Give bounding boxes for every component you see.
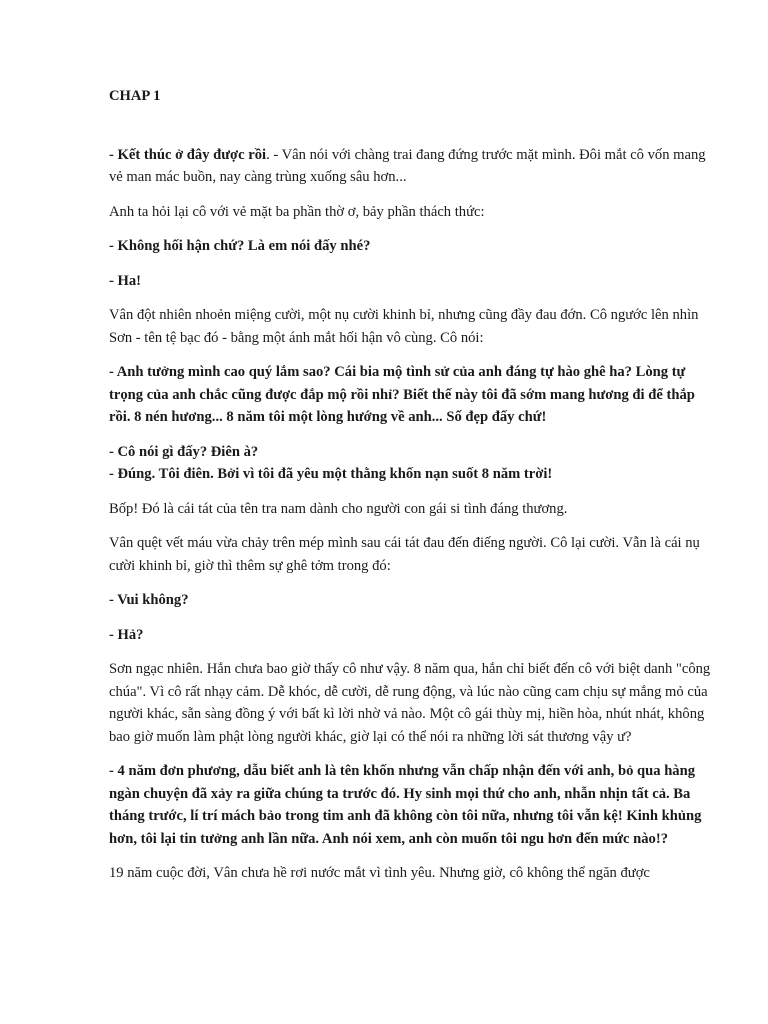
paragraph-10: Vân quệt vết máu vừa chảy trên mép mình sau cái tát đau đến điếng người. Cô lại cười. Vẫn là cái nụ cười khinh bỉ, giờ thì thêm sự ghê tởm trong đó: bbox=[109, 535, 700, 574]
dialogue-6: - Anh tưởng mình cao quý lắm sao? Cái bia mộ tình sử của anh đáng tự hào ghê ha? Lòng tự trọng của anh chắc cũng được đắp mộ rồi nhỉ? Biết thế này tôi đã sớm mang hương đi để thắp rồi. 8 nén hương... 8 năm tôi một lòng hướng về anh... Số đẹp đấy chứ! bbox=[109, 364, 695, 425]
dialogue-lead-bold: - Kết thúc ở đây được rồi bbox=[109, 146, 267, 163]
dialogue-3: - Không hối hận chứ? Là em nói đấy nhé? bbox=[109, 238, 371, 254]
paragraph-1-narration: . - Vân nói với chàng trai đang đứng trước mặt mình. Đôi mắt cô vốn mang vẻ man mác buồn, nay càng trùng xuống sâu hơn... bbox=[109, 146, 706, 185]
dialogue-8: - Đúng. Tôi điên. Bởi vì tôi đã yêu một thằng khốn nạn suốt 8 năm trời! bbox=[109, 466, 553, 482]
paragraph-5: Vân đột nhiên nhoẻn miệng cười, một nụ cười khinh bỉ, nhưng cũng đầy đau đớn. Cô ngước lên nhìn Sơn - tên tệ bạc đó - bằng một ánh mắt hối hận vô cùng. Cô nói: bbox=[109, 307, 699, 346]
paragraph-9: Bốp! Đó là cái tát của tên tra nam dành cho người con gái si tình đáng thương. bbox=[109, 500, 568, 517]
dialogue-12: - Hả? bbox=[109, 626, 144, 643]
chapter-title: CHAP 1 bbox=[109, 88, 161, 104]
paragraph-2: Anh ta hỏi lại cô với vẻ mặt ba phần thờ ơ, bảy phần thách thức: bbox=[109, 203, 485, 220]
dialogue-14: - 4 năm đơn phương, dẫu biết anh là tên khốn nhưng vẫn chấp nhận đến với anh, bỏ qua hàng ngàn chuyện đã xảy ra giữa chúng ta trước đó. Hy sinh mọi thứ cho anh, nhẫn nhịn tất cả. Ba tháng trước, lí trí mách bảo trong tim anh đã không còn tôi nữa, nhưng tôi vẫn kệ! Kinh khủng hơn, tôi lại tin tưởng anh lần nữa. Anh nói xem, anh còn muốn tôi ngu hơn đến mức nào!? bbox=[109, 763, 702, 847]
paragraph-15: 19 năm cuộc đời, Vân chưa hề rơi nước mắt vì tình yêu. Nhưng giờ, cô không thể ngăn được bbox=[109, 865, 650, 881]
dialogue-7: - Cô nói gì đấy? Điên à? bbox=[109, 443, 259, 460]
document-page bbox=[109, 85, 714, 897]
dialogue-4: - Ha! bbox=[109, 272, 142, 289]
paragraph-1 bbox=[109, 144, 714, 189]
paragraph-13: Sơn ngạc nhiên. Hắn chưa bao giờ thấy cô như vậy. 8 năm qua, hắn chỉ biết đến cô với biệt danh "công chúa". Vì cô rất nhạy cảm. Dễ khóc, dễ cười, dễ rung động, và lúc nào cũng cam chịu sự mắng mỏ của người khác, sẵn sàng đồng ý với bất kì lời nhờ vả nào. Một cô gái thùy mị, hiền hòa, nhút nhát, không bao giờ muốn làm phật lòng người khác, giờ lại có thể nói ra những lời sát thương vậy ư? bbox=[109, 661, 711, 745]
dialogue-11: - Vui không? bbox=[109, 592, 189, 608]
